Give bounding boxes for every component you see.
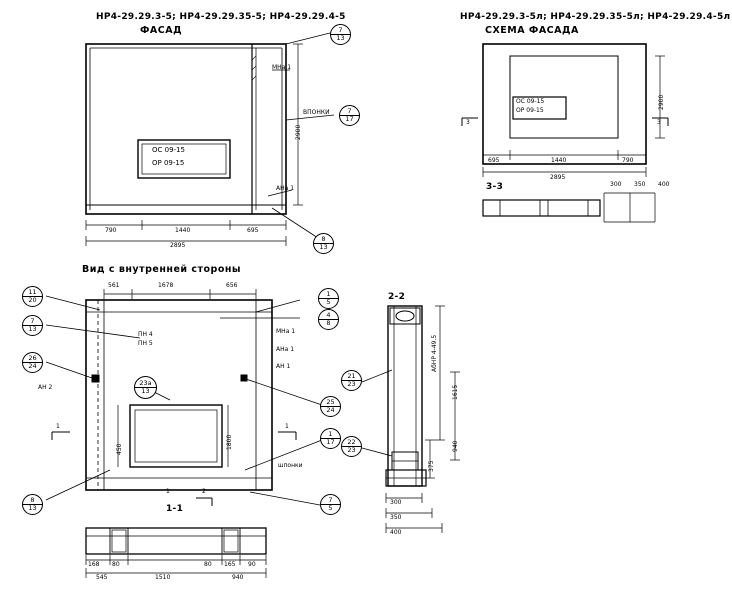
facade-dim-total: 2895	[170, 242, 186, 249]
callout-bottom: 24	[28, 362, 37, 370]
callout-bottom: 24	[326, 406, 335, 414]
title-top-right: НР4-29.29.3-5л; НР4-29.29.35-5л; НР4-29.29.4-5л	[460, 12, 731, 22]
inner-section-mark-1-left: 1	[56, 423, 60, 430]
callout-bottom: 13	[141, 387, 150, 395]
sec11-dim-90: 90	[248, 561, 256, 568]
inner-dim-561: 561	[108, 282, 120, 289]
scheme-section-mark-left: 3	[466, 119, 470, 126]
callout-top: 1	[319, 291, 338, 299]
section-2-2-label: АбНР 4-49.5	[431, 334, 438, 372]
scheme-section-title: 3-3	[486, 182, 504, 192]
facade-label-ana1: АНа 1	[276, 185, 295, 192]
sec22-dim-940: 940	[452, 440, 459, 452]
scheme-dim-695: 695	[488, 157, 500, 164]
facade-dim-695: 695	[247, 227, 259, 234]
inner-label-mna1: МНа 1	[276, 328, 296, 335]
sec22-callout-22-23	[341, 436, 362, 457]
facade-dim-1440: 1440	[175, 227, 191, 234]
callout-bottom: 5	[328, 504, 333, 512]
callout-top: 1	[321, 431, 340, 439]
sec22-dim-350: 350	[390, 514, 402, 521]
inner-section-mark-1-bottom: 1	[166, 488, 170, 495]
scheme-sec-dim-400: 400	[658, 181, 670, 188]
scheme-panel-label-1: ОС 09-15	[516, 98, 545, 105]
callout-bottom: 20	[28, 296, 37, 304]
inner-label-an2: АН 2	[38, 384, 53, 391]
inner-label-ana1: АНа 1	[276, 346, 295, 353]
callout-bottom: 23	[347, 446, 356, 454]
scheme-dim-total: 2895	[550, 174, 566, 181]
scheme-sec-dim-350: 350	[634, 181, 646, 188]
section-1-1-title: 1-1	[166, 504, 184, 514]
callout-top: 23а	[135, 380, 156, 388]
sec11-total-1510: 1510	[155, 574, 171, 581]
inner-dim-656: 656	[226, 282, 238, 289]
sec22-callout-21-23	[341, 370, 362, 391]
facade-dim-height: 2900	[295, 124, 302, 140]
callout-top: 21	[342, 373, 361, 381]
scheme-dim-height: 2900	[658, 94, 665, 110]
inner-dim-450: 450	[116, 443, 123, 455]
callout-top: 4	[319, 312, 338, 320]
sec11-dim-165: 165	[224, 561, 236, 568]
facade-panel-label-1: ОС 09-15	[152, 146, 185, 154]
callout-top: 25	[321, 399, 340, 407]
callout-bottom: 13	[319, 243, 328, 251]
sec11-dim-80a: 80	[112, 561, 120, 568]
inner-label-an1: АН 1	[276, 363, 291, 370]
callout-top: 22	[342, 439, 361, 447]
scheme-panel-label-2: ОР 09-15	[516, 107, 544, 114]
facade-label-vponki: ВПОНКИ	[303, 109, 330, 116]
callout-bottom: 23	[347, 380, 356, 388]
callout-top: 7	[321, 497, 340, 505]
scheme-sec-dim-300: 300	[610, 181, 622, 188]
inner-dim-1800: 1800	[226, 434, 233, 450]
scheme-dim-1440: 1440	[551, 157, 567, 164]
sec11-total-545: 545	[96, 574, 108, 581]
inner-label-pn4: ПН 4	[138, 331, 153, 338]
sec22-dim-375: 375	[428, 460, 435, 472]
title-inner-view: Вид с внутренней стороны	[82, 264, 242, 275]
callout-top: 7	[340, 108, 359, 116]
scheme-section-mark-right: 3	[657, 119, 661, 126]
callout-top: 7	[23, 318, 42, 326]
title-top-left: НР4-29.29.3-5; НР4-29.29.35-5; НР4-29.29.4-5	[96, 12, 346, 22]
callout-top: 26	[23, 355, 42, 363]
sec22-dim-400: 400	[390, 529, 402, 536]
callout-top: 8	[23, 497, 42, 505]
inner-section-mark-2: 2	[202, 488, 206, 495]
inner-section-mark-1-right: 1	[285, 423, 289, 430]
callout-bottom: 8	[326, 319, 331, 327]
callout-bottom: 5	[326, 298, 331, 306]
title-scheme: СХЕМА ФАСАДА	[485, 25, 579, 36]
callout-top: 11	[23, 289, 42, 297]
title-facade: ФАСАД	[140, 25, 183, 36]
sec11-dim-80b: 80	[204, 561, 212, 568]
inner-dim-1678: 1678	[158, 282, 174, 289]
callout-top: 8	[314, 236, 333, 244]
callout-top: 7	[331, 27, 350, 35]
facade-panel-label-2: ОР 09-15	[152, 159, 185, 167]
sec11-total-940: 940	[232, 574, 244, 581]
inner-label-vponki: шпонки	[278, 462, 303, 469]
section-2-2-title: 2-2	[388, 292, 406, 302]
facade-dim-790: 790	[105, 227, 117, 234]
facade-label-mna1: МНа 1	[272, 64, 292, 71]
callout-bottom: 17	[345, 115, 354, 123]
callout-bottom: 17	[326, 438, 335, 446]
sec11-dim-168: 168	[88, 561, 100, 568]
callout-bottom: 13	[28, 504, 37, 512]
sec22-dim-1615: 1615	[452, 384, 459, 400]
inner-label-pn5: ПН 5	[138, 340, 153, 347]
callout-bottom: 13	[336, 34, 345, 42]
callout-bottom: 13	[28, 325, 37, 333]
scheme-dim-790: 790	[622, 157, 634, 164]
sec22-dim-300: 300	[390, 499, 402, 506]
